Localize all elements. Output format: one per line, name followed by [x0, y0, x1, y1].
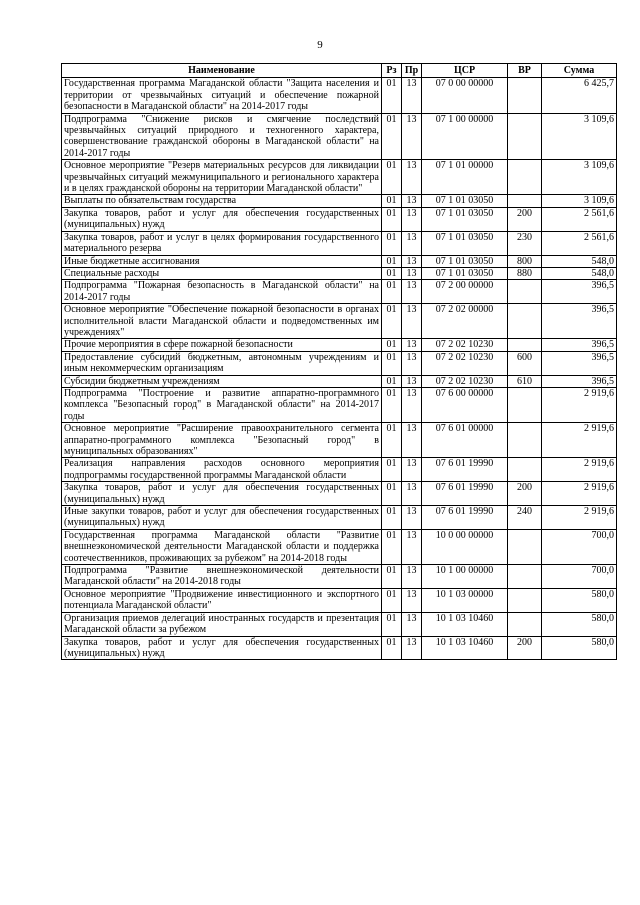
row-rz: 01 [382, 506, 402, 530]
row-vr: 200 [508, 482, 542, 506]
row-csr: 10 0 00 00000 [422, 529, 508, 564]
table-row [62, 207, 617, 231]
row-sum: 2 919,6 [542, 423, 617, 458]
table-row [62, 113, 617, 160]
row-csr: 10 1 00 00000 [422, 565, 508, 589]
row-name: Предоставление субсидий бюджетным, автономным учреждениям и иным некоммерческим организациям [62, 351, 382, 375]
row-rz: 01 [382, 565, 402, 589]
row-name: Иные бюджетные ассигнования [62, 255, 382, 267]
budget-table [61, 63, 617, 660]
row-pr: 13 [402, 255, 422, 267]
row-name: Закупка товаров, работ и услуг для обеспечения государственных (муниципальных) нужд [62, 207, 382, 231]
table-row [62, 280, 617, 304]
row-vr: 880 [508, 267, 542, 279]
row-vr: 600 [508, 351, 542, 375]
table-row [62, 160, 617, 195]
row-vr [508, 160, 542, 195]
row-rz: 01 [382, 351, 402, 375]
row-name: Основное мероприятие "Продвижение инвестиционного и экспортного потенциала Магаданской области" [62, 588, 382, 612]
row-sum: 580,0 [542, 588, 617, 612]
row-rz: 01 [382, 207, 402, 231]
row-csr: 07 0 00 00000 [422, 78, 508, 113]
row-vr [508, 423, 542, 458]
header-vr: ВР [508, 64, 542, 78]
row-csr: 07 2 02 10230 [422, 351, 508, 375]
row-pr: 13 [402, 529, 422, 564]
row-csr: 07 1 01 03050 [422, 207, 508, 231]
table-row [62, 636, 617, 660]
row-vr [508, 304, 542, 339]
row-pr: 13 [402, 78, 422, 113]
row-pr: 13 [402, 458, 422, 482]
row-name: Выплаты по обязательствам государства [62, 195, 382, 207]
row-sum: 548,0 [542, 267, 617, 279]
row-vr: 200 [508, 207, 542, 231]
header-name: Наименование [62, 64, 382, 78]
row-csr: 07 1 01 00000 [422, 160, 508, 195]
row-name: Организация приемов делегаций иностранных государств и презентация Магаданской области за рубежом [62, 612, 382, 636]
table-row [62, 588, 617, 612]
row-vr: 200 [508, 636, 542, 660]
header-rz: Рз [382, 64, 402, 78]
row-csr: 07 1 01 03050 [422, 195, 508, 207]
table-row [62, 255, 617, 267]
row-csr: 07 2 02 10230 [422, 339, 508, 351]
row-sum: 3 109,6 [542, 160, 617, 195]
row-csr: 07 2 02 10230 [422, 375, 508, 387]
row-name: Специальные расходы [62, 267, 382, 279]
row-name: Основное мероприятие "Резерв материальных ресурсов для ликвидации чрезвычайных ситуаций межмуниципального и регионального характера и в целях гражданской обороны на территории Магаданской области" [62, 160, 382, 195]
row-sum: 580,0 [542, 612, 617, 636]
table-row [62, 565, 617, 589]
row-sum: 2 561,6 [542, 207, 617, 231]
row-pr: 13 [402, 636, 422, 660]
row-name: Закупка товаров, работ и услуг для обеспечения государственных (муниципальных) нужд [62, 636, 382, 660]
row-csr: 07 1 00 00000 [422, 113, 508, 160]
row-name: Государственная программа Магаданской области "Защита населения и территории от чрезвычайных ситуаций и обеспечение пожарной безопасности в Магаданской области" на 2014-2017 годы [62, 78, 382, 113]
row-vr [508, 458, 542, 482]
row-csr: 10 1 03 00000 [422, 588, 508, 612]
row-sum: 6 425,7 [542, 78, 617, 113]
row-name: Субсидии бюджетным учреждениям [62, 375, 382, 387]
row-rz: 01 [382, 160, 402, 195]
row-vr [508, 612, 542, 636]
row-pr: 13 [402, 113, 422, 160]
row-rz: 01 [382, 458, 402, 482]
row-csr: 10 1 03 10460 [422, 636, 508, 660]
row-name: Подпрограмма "Снижение рисков и смягчение последствий чрезвычайных ситуаций природного и техногенного характера, совершенствование гражданской обороны в Магаданской области" на 2014-2017 годы [62, 113, 382, 160]
row-rz: 01 [382, 267, 402, 279]
row-csr: 07 2 02 00000 [422, 304, 508, 339]
row-name: Прочие мероприятия в сфере пожарной безопасности [62, 339, 382, 351]
row-sum: 700,0 [542, 529, 617, 564]
row-name: Закупка товаров, работ и услуг в целях формирования государственного материального резерва [62, 231, 382, 255]
row-name: Подпрограмма "Развитие внешнеэкономической деятельности Магаданской области" на 2014-2018 годы [62, 565, 382, 589]
row-name: Подпрограмма "Построение и развитие аппаратно-программного комплекса "Безопасный город" в Магаданской области" на 2014-2017 годы [62, 387, 382, 422]
row-csr: 07 6 01 19990 [422, 506, 508, 530]
row-pr: 13 [402, 482, 422, 506]
row-csr: 07 6 01 19990 [422, 458, 508, 482]
table-row [62, 304, 617, 339]
row-rz: 01 [382, 113, 402, 160]
row-name: Основное мероприятие "Обеспечение пожарной безопасности в органах исполнительной власти Магаданской области и подведомственных им учреждениях" [62, 304, 382, 339]
row-rz: 01 [382, 375, 402, 387]
row-pr: 13 [402, 588, 422, 612]
row-pr: 13 [402, 565, 422, 589]
table-row [62, 231, 617, 255]
table-row [62, 612, 617, 636]
row-sum: 2 919,6 [542, 387, 617, 422]
row-csr: 07 1 01 03050 [422, 231, 508, 255]
row-name: Подпрограмма "Пожарная безопасность в Магаданской области" на 2014-2017 годы [62, 280, 382, 304]
row-pr: 13 [402, 506, 422, 530]
row-vr: 610 [508, 375, 542, 387]
row-vr: 230 [508, 231, 542, 255]
row-pr: 13 [402, 612, 422, 636]
row-sum: 3 109,6 [542, 195, 617, 207]
row-csr: 07 1 01 03050 [422, 255, 508, 267]
row-vr [508, 113, 542, 160]
row-pr: 13 [402, 207, 422, 231]
row-sum: 396,5 [542, 280, 617, 304]
table-header-row [62, 64, 617, 78]
row-pr: 13 [402, 267, 422, 279]
row-rz: 01 [382, 387, 402, 422]
table-row [62, 339, 617, 351]
table-row [62, 423, 617, 458]
row-sum: 580,0 [542, 636, 617, 660]
row-rz: 01 [382, 304, 402, 339]
header-sum: Сумма [542, 64, 617, 78]
row-pr: 13 [402, 375, 422, 387]
row-name: Государственная программа Магаданской области "Развитие внешнеэкономической деятельности Магаданской области и поддержка соотечественников, проживающих за рубежом" на 2014-2018 годы [62, 529, 382, 564]
row-pr: 13 [402, 304, 422, 339]
row-sum: 548,0 [542, 255, 617, 267]
row-vr: 800 [508, 255, 542, 267]
page-number: 9 [317, 39, 323, 51]
row-rz: 01 [382, 529, 402, 564]
table-row [62, 195, 617, 207]
table-row [62, 529, 617, 564]
row-sum: 2 919,6 [542, 482, 617, 506]
row-csr: 07 6 00 00000 [422, 387, 508, 422]
row-name: Иные закупки товаров, работ и услуг для обеспечения государственных (муниципальных) нужд [62, 506, 382, 530]
row-sum: 3 109,6 [542, 113, 617, 160]
row-rz: 01 [382, 423, 402, 458]
row-vr [508, 529, 542, 564]
row-pr: 13 [402, 280, 422, 304]
row-sum: 2 561,6 [542, 231, 617, 255]
row-pr: 13 [402, 339, 422, 351]
row-rz: 01 [382, 636, 402, 660]
row-vr [508, 565, 542, 589]
row-rz: 01 [382, 612, 402, 636]
row-csr: 07 1 01 03050 [422, 267, 508, 279]
row-vr [508, 387, 542, 422]
row-pr: 13 [402, 351, 422, 375]
table-row [62, 267, 617, 279]
row-name: Закупка товаров, работ и услуг для обеспечения государственных (муниципальных) нужд [62, 482, 382, 506]
row-vr [508, 280, 542, 304]
row-rz: 01 [382, 482, 402, 506]
row-rz: 01 [382, 78, 402, 113]
table-row [62, 458, 617, 482]
row-sum: 396,5 [542, 304, 617, 339]
row-rz: 01 [382, 231, 402, 255]
row-vr [508, 195, 542, 207]
row-rz: 01 [382, 588, 402, 612]
row-rz: 01 [382, 255, 402, 267]
row-pr: 13 [402, 160, 422, 195]
table-row [62, 375, 617, 387]
row-sum: 396,5 [542, 351, 617, 375]
row-csr: 10 1 03 10460 [422, 612, 508, 636]
row-rz: 01 [382, 280, 402, 304]
table-row [62, 78, 617, 113]
row-pr: 13 [402, 387, 422, 422]
row-sum: 700,0 [542, 565, 617, 589]
row-pr: 13 [402, 231, 422, 255]
table-row [62, 482, 617, 506]
header-pr: Пр [402, 64, 422, 78]
row-sum: 2 919,6 [542, 506, 617, 530]
row-rz: 01 [382, 195, 402, 207]
row-csr: 07 2 00 00000 [422, 280, 508, 304]
table-row [62, 351, 617, 375]
row-vr [508, 339, 542, 351]
row-vr [508, 78, 542, 113]
row-sum: 396,5 [542, 339, 617, 351]
row-name: Реализация направления расходов основного мероприятия подпрограммы государственной программы Магаданской области [62, 458, 382, 482]
row-rz: 01 [382, 339, 402, 351]
row-name: Основное мероприятие "Расширение правоохранительного сегмента аппаратно-программного комплекса "Безопасный город" в муниципальных образованиях" [62, 423, 382, 458]
row-sum: 396,5 [542, 375, 617, 387]
row-csr: 07 6 01 00000 [422, 423, 508, 458]
row-sum: 2 919,6 [542, 458, 617, 482]
header-csr: ЦСР [422, 64, 508, 78]
row-vr: 240 [508, 506, 542, 530]
row-pr: 13 [402, 423, 422, 458]
row-pr: 13 [402, 195, 422, 207]
table-row [62, 387, 617, 422]
row-vr [508, 588, 542, 612]
row-csr: 07 6 01 19990 [422, 482, 508, 506]
table-row [62, 506, 617, 530]
